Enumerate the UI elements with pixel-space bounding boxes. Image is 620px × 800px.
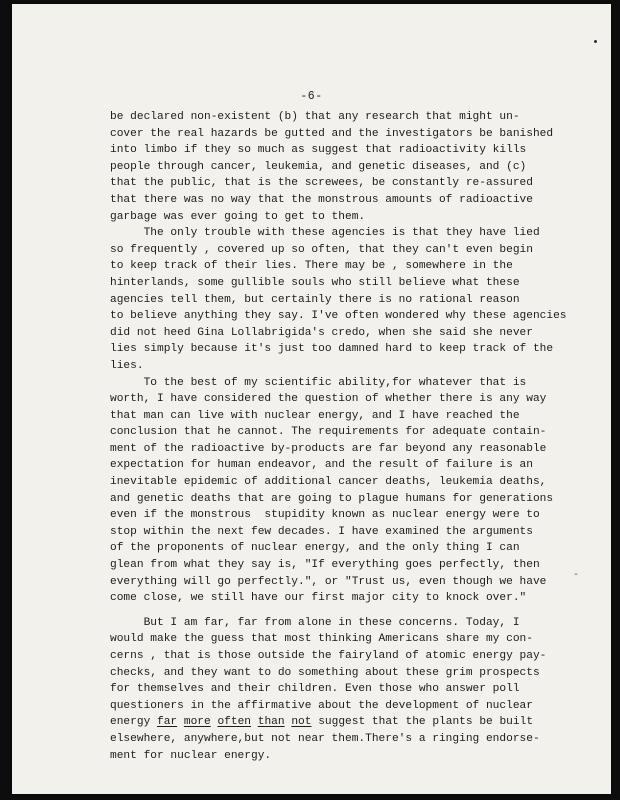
text-line: everything will go perfectly.", or "Trust us, even though we have	[110, 575, 547, 588]
text-line: The only trouble with these agencies is that they have lied	[110, 227, 540, 240]
text-line: garbage was ever going to get to them.	[110, 210, 366, 223]
text-line: lies simply because it's just too damned hard to keep track of the	[110, 343, 554, 356]
text-line: that there was no way that the monstrous amounts of radioactive	[110, 193, 533, 206]
text-line: To the best of my scientific ability,for whatever that is	[110, 376, 527, 389]
text-line: that the public, that is the screwees, be constantly re-assured	[110, 177, 533, 190]
stray-dot-mark	[594, 40, 597, 43]
text-line: people through cancer, leukemia, and genetic diseases, and (c)	[110, 160, 527, 173]
text-line: glean from what they say is, "If everything goes perfectly, then	[110, 559, 540, 572]
text-line: stop within the next few decades. I have examined the arguments	[110, 525, 533, 538]
underlined-text-line	[110, 714, 580, 731]
text-line: agencies tell them, but certainly there is no rational reason	[110, 293, 520, 306]
text-line: ment of the radioactive by-products are far beyond any reasonable	[110, 442, 547, 455]
paragraph-4	[110, 615, 580, 764]
text-line: to keep track of their lies. There may be , somewhere in the	[110, 260, 513, 273]
paragraph-2	[110, 225, 580, 374]
page-number: -6-	[300, 90, 323, 103]
text-line: be declared non-existent (b) that any research that might un-	[110, 111, 520, 123]
text-line: so frequently , covered up so often, that they can't even begin	[110, 243, 533, 256]
underlined-word: more	[183, 716, 211, 729]
paragraph-3	[110, 375, 580, 607]
text-line: inevitable epidemic of additional cancer deaths, leukemia deaths,	[110, 476, 547, 489]
text-line: and genetic deaths that are going to plague humans for generations	[110, 492, 554, 505]
line-suffix: suggest that the plants be built	[311, 716, 534, 729]
text-line: into limbo if they so much as suggest that radioactivity kills	[110, 144, 527, 157]
text-line: expectation for human endeavor, and the result of failure is an	[110, 459, 533, 472]
underlined-word: than	[257, 716, 285, 729]
line-prefix: energy	[110, 716, 157, 729]
document-page	[12, 4, 611, 794]
text-line: cover the real hazards be gutted and the investigators be banished	[110, 127, 554, 140]
text-line: ment for nuclear energy.	[110, 749, 272, 762]
text-line: of the proponents of nuclear energy, and the only thing I can	[110, 542, 520, 555]
text-line: did not heed Gina Lollabrigida's credo, when she said she never	[110, 326, 533, 339]
text-line: come close, we still have our first major city to knock over."	[110, 592, 527, 605]
text-line: that man can live with nuclear energy, and I have reached the	[110, 409, 520, 422]
text-line: elsewhere, anywhere,but not near them.There's a ringing endorse-	[110, 732, 540, 745]
text-line: would make the guess that most thinking Americans share my con-	[110, 633, 533, 646]
text-line: to believe anything they say. I've often wondered why these agencies	[110, 310, 567, 323]
body-text	[110, 109, 580, 764]
text-line: worth, I have considered the question of whether there is any way	[110, 393, 547, 406]
underlined-word: often	[217, 716, 252, 729]
paragraph-gap	[110, 607, 580, 615]
text-line: even if the monstrous stupidity known as nuclear energy were to	[110, 509, 540, 522]
text-line: conclusion that he cannot. The requirements for adequate contain-	[110, 426, 547, 439]
text-line: for themselves and their children. Even those who answer poll	[110, 683, 520, 696]
text-line: checks, and they want to do something about these grim prospects	[110, 666, 540, 679]
text-line: But I am far, far from alone in these concerns. Today, I	[110, 616, 520, 629]
text-line: cerns , that is those outside the fairyland of atomic energy pay-	[110, 650, 547, 662]
underlined-word: far	[157, 716, 178, 729]
text-line: lies.	[110, 359, 144, 372]
text-line: hinterlands, some gullible souls who still believe what these	[110, 276, 520, 289]
margin-tick-mark: -	[572, 570, 579, 581]
underlined-word: not	[291, 716, 312, 729]
paragraph-1	[110, 109, 580, 225]
text-line: questioners in the affirmative about the development of nuclear	[110, 699, 533, 712]
